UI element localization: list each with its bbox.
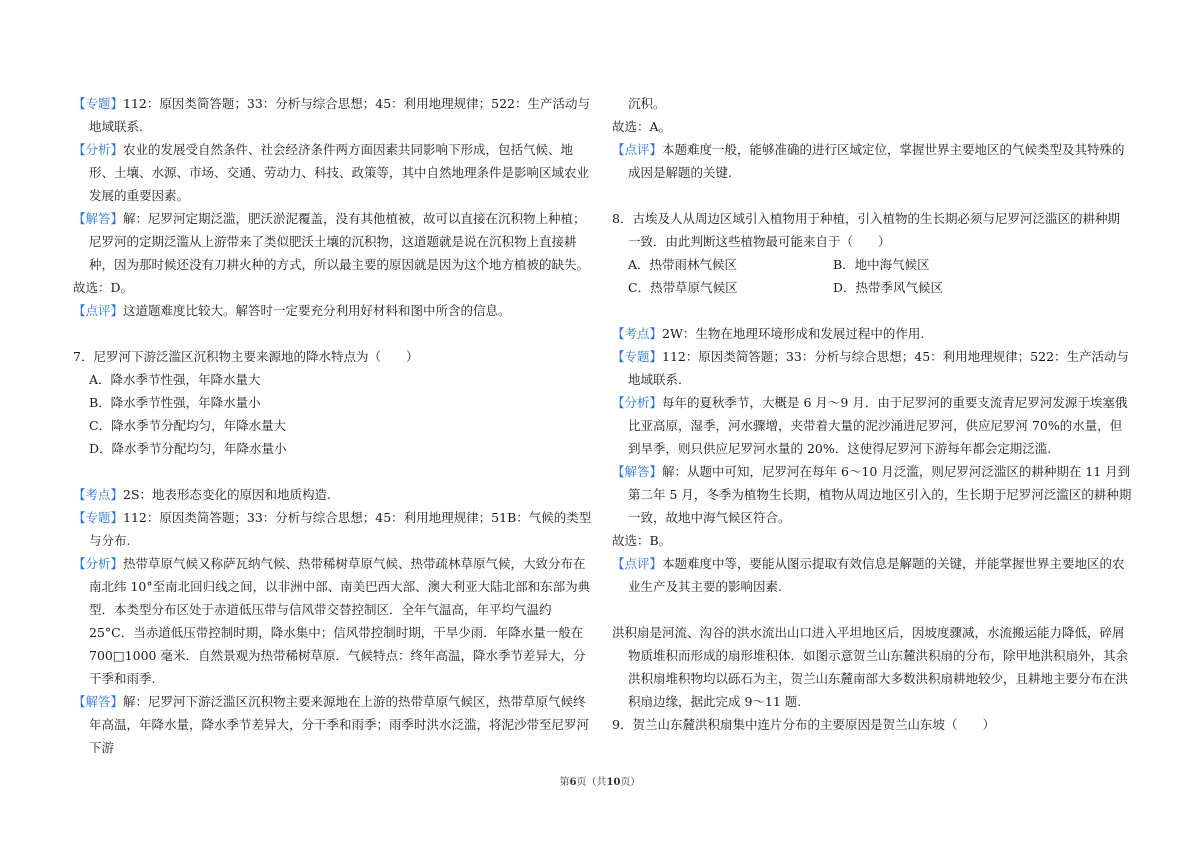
total-pages: 10 — [606, 777, 621, 788]
q8-options — [612, 253, 1132, 299]
q8-kaodian — [612, 322, 1132, 345]
q8-fenxi-text: 每年的夏秋季节，大概是 6 月～9 月．由于尼罗河的重要支流青尼罗河发源于埃塞俄比亚高原，湿季，河水骤增，夹带着大量的泥沙涌进尼罗河，供应尼罗河 70%的水量，但到旱季，则只供应尼罗河水量的 20%．这使得尼罗河下游每年都会定期泛滥. — [628, 395, 1128, 456]
zhuanti-tag: 【专题】 — [612, 349, 663, 364]
q6-fenxi — [73, 138, 593, 207]
spacer — [612, 598, 1132, 621]
q7-jieda — [73, 690, 593, 759]
footer-suffix: 页） — [620, 777, 641, 788]
q8-option-a: A．热带雨林气候区 — [628, 257, 738, 272]
q6-zhuanti-text: 112：原因类简答题；33：分析与综合思想；45：利用地理规律；522：生产活动与地域联系. — [89, 96, 591, 134]
q7-stem: 7．尼罗河下游泛滥区沉积物主要来源地的降水特点为（ ） — [73, 349, 419, 364]
q6-fenxi-text: 农业的发展受自然条件、社会经济条件两方面因素共同影响下形成，包括气候、地形、土壤、水源、市场、交通、劳动力、科技、政策等，其中自然地理条件是影响区域农业发展的重要因素。 — [89, 142, 590, 203]
footer-prefix: 第 — [559, 777, 570, 788]
q8-jieda — [612, 460, 1132, 529]
q7-option-a: A．降水季节性强，年降水量大 — [89, 372, 261, 387]
q6-jieda-text: 解：尼罗河定期泛滥，肥沃淤泥覆盖，没有其他植被，故可以直接在沉积物上种植；尼罗河的定期泛滥从上游带来了类似肥沃土壤的沉积物，这道题就是说在沉积物上直接耕种，因为那时候还没有刀耕火种的方式，所以最主要的原因就是因为这个地方植被的缺失。 — [89, 211, 590, 272]
q7-option-c: C．降水季节分配均匀，年降水量大 — [89, 418, 287, 433]
q7-jieda-text: 解：尼罗河下游泛滥区沉积物主要来源地在上游的热带草原气候区，热带草原气候终年高温，年降水量，降水季节差异大，分干季和雨季；雨季时洪水泛滥，将泥沙带至尼罗河下游 — [89, 694, 590, 755]
q8-dianping-text: 本题难度中等，要能从图示提取有效信息是解题的关键，并能掌握世界主要地区的农业生产及其主要的影响因素. — [628, 556, 1125, 594]
q6-zhuanti — [73, 92, 593, 138]
left-column — [73, 92, 593, 759]
spacer — [73, 322, 593, 345]
q7-dianping — [612, 138, 1132, 184]
fenxi-tag: 【分析】 — [612, 395, 663, 410]
fenxi-tag: 【分析】 — [73, 142, 124, 157]
q8-zhuanti-text: 112：原因类简答题；33：分析与综合思想；45：利用地理规律；522：生产活动与地域联系. — [628, 349, 1130, 387]
q8-option-d: D．热带季风气候区 — [833, 280, 944, 295]
q8-jieda-text: 解：从题中可知，尼罗河在每年 6～10 月泛滥，则尼罗河泛滥区的耕种期在 11 月到第二年 5 月，冬季为植物生长期，植物从周边地区引入的，生长期于尼罗河泛滥区的耕种期一致，故地中海气候区符合。 — [628, 464, 1132, 525]
jieda-tag: 【解答】 — [73, 211, 124, 226]
q8-option-b: B．地中海气候区 — [833, 257, 930, 272]
q8-dianping — [612, 552, 1132, 598]
right-column — [612, 92, 1132, 736]
jieda-tag: 【解答】 — [73, 694, 124, 709]
q7-answer: 故选：A。 — [612, 119, 672, 134]
q7-dianping-text: 本题难度一般，能够准确的进行区域定位，掌握世界主要地区的气候类型及其特殊的成因是解题的关键. — [628, 142, 1125, 180]
footer-mid: 页（共 — [576, 777, 607, 788]
q6-dianping-text: 这道题难度比较大。解答时一定要充分利用好材料和图中所含的信息。 — [123, 303, 511, 318]
q7-kaodian — [73, 483, 593, 506]
page-number: 6 — [569, 777, 577, 788]
spacer — [73, 460, 593, 483]
q7-kaodian-text: 2S：地表形态变化的原因和地质构造. — [123, 487, 332, 502]
jieda-tag: 【解答】 — [612, 464, 663, 479]
q7-jieda-tail: 沉积。 — [628, 96, 666, 111]
q6-jieda — [73, 207, 593, 276]
q7-option-d: D．降水季节分配均匀，年降水量小 — [89, 441, 287, 456]
dianping-tag: 【点评】 — [612, 142, 663, 157]
q8-fenxi — [612, 391, 1132, 460]
q8-zhuanti — [612, 345, 1132, 391]
material-passage: 洪积扇是河流、沟谷的洪水流出山口进入平坦地区后，因坡度骤减，水流搬运能力降低，碎屑物质堆积而形成的扇形堆积体．如图示意贺兰山东麓洪积扇的分布，除甲地洪积扇外，其余洪积扇堆积物均以砾石为主，贺兰山东麓南部大多数洪积扇耕地较少，且耕地主要分布在洪积扇边缘，据此完成 9～11 题. — [612, 625, 1129, 709]
q7-zhuanti — [73, 506, 593, 552]
q8-option-c: C．热带草原气候区 — [628, 280, 738, 295]
zhuanti-tag: 【专题】 — [73, 96, 124, 111]
q6-dianping — [73, 299, 593, 322]
q7-fenxi — [73, 552, 593, 690]
page-footer — [0, 773, 1200, 788]
kaodian-tag: 【考点】 — [73, 487, 124, 502]
q7-option-b: B．降水季节性强，年降水量小 — [89, 395, 261, 410]
zhuanti-tag: 【专题】 — [73, 510, 124, 525]
q7-fenxi-text: 热带草原气候又称萨瓦纳气候、热带稀树草原气候、热带疏林草原气候，大致分布在南北纬 10°至南北回归线之间，以非洲中部、南美巴西大部、澳大利亚大陆北部和东部为典型．本类型分布区处于赤道低压带与信风带交替控制区．全年气温高，年平均气温约 25°C．当赤道低压带控制时期，降水集中；信风带控制时期，干旱少雨．年降水量一般在 700□1000 毫米．自然景观为热带稀树草原．气候特点：终年高温，降水季节差异大，分干季和雨季. — [89, 556, 591, 686]
q7-zhuanti-text: 112：原因类简答题；33：分析与综合思想；45：利用地理规律；51B：气候的类型与分布. — [89, 510, 592, 548]
fenxi-tag: 【分析】 — [73, 556, 124, 571]
dianping-tag: 【点评】 — [73, 303, 124, 318]
q8-answer: 故选：B。 — [612, 533, 672, 548]
q6-answer: 故选：D。 — [73, 280, 134, 295]
q8-stem: 8．古埃及人从周边区域引入植物用于种植，引入植物的生长期必须与尼罗河泛滥区的耕种期一致．由此判断这些植物最可能来自于（ ） — [612, 211, 1120, 249]
q8-kaodian-text: 2W：生物在地理环境形成和发展过程中的作用. — [662, 326, 925, 341]
kaodian-tag: 【考点】 — [612, 326, 663, 341]
spacer — [612, 299, 1132, 322]
q9-stem: 9．贺兰山东麓洪积扇集中连片分布的主要原因是贺兰山东坡（ ） — [612, 717, 995, 732]
dianping-tag: 【点评】 — [612, 556, 663, 571]
spacer — [612, 184, 1132, 207]
